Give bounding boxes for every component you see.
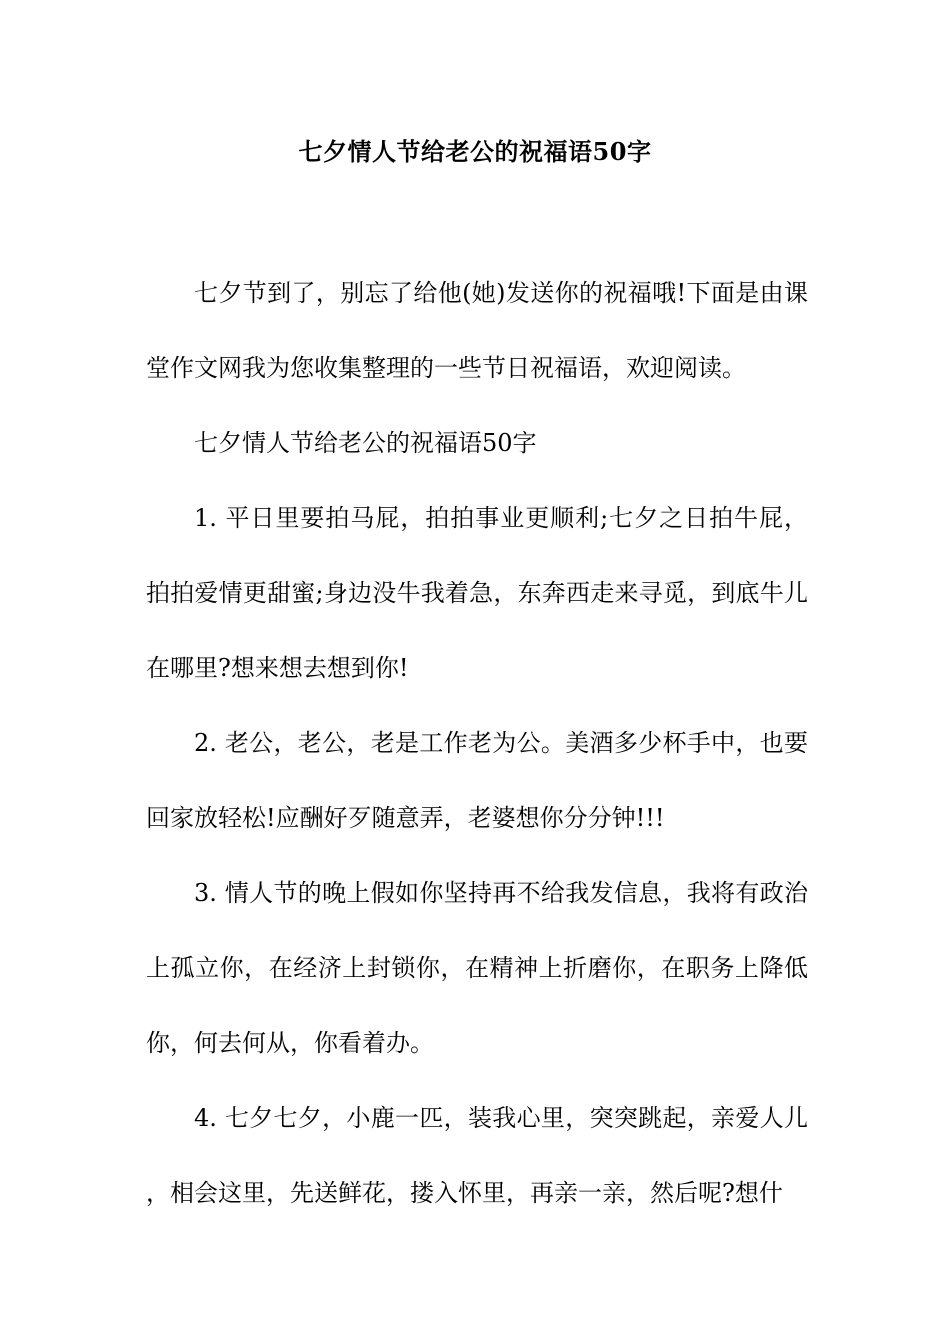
intro-paragraph: 七夕节到了，别忘了给他(她)发送你的祝福哦!下面是由课堂作文网我为您收集整理的一些节日祝福语，欢迎阅读。 <box>146 279 808 382</box>
document-title: 七夕情人节给老公的祝福语50字 <box>298 137 652 166</box>
wish-item-1: 1. 平日里要拍马屁，拍拍事业更顺利;七夕之日拍牛屁，拍拍爱情更甜蜜;身边没牛我着急，东奔西走来寻觅，到底牛儿在哪里?想来想去想到你! <box>146 504 808 682</box>
document-body <box>146 256 808 1231</box>
wish-item-3: 3. 情人节的晚上假如你坚持再不给我发信息，我将有政治上孤立你，在经济上封锁你，在精神上折磨你，在职务上降低你，何去何从，你看着办。 <box>146 879 808 1057</box>
wish-item-2: 2. 老公，老公，老是工作老为公。美酒多少杯手中，也要回家放轻松!应酬好歹随意弄，老婆想你分分钟!!! <box>146 729 808 832</box>
section-heading: 七夕情人节给老公的祝福语50字 <box>194 429 537 457</box>
wish-item-4: 4. 七夕七夕，小鹿一匹，装我心里，突突跳起，亲爱人儿，相会这里，先送鲜花，搂入怀里，再亲一亲，然后呢?想什 <box>146 1104 808 1207</box>
